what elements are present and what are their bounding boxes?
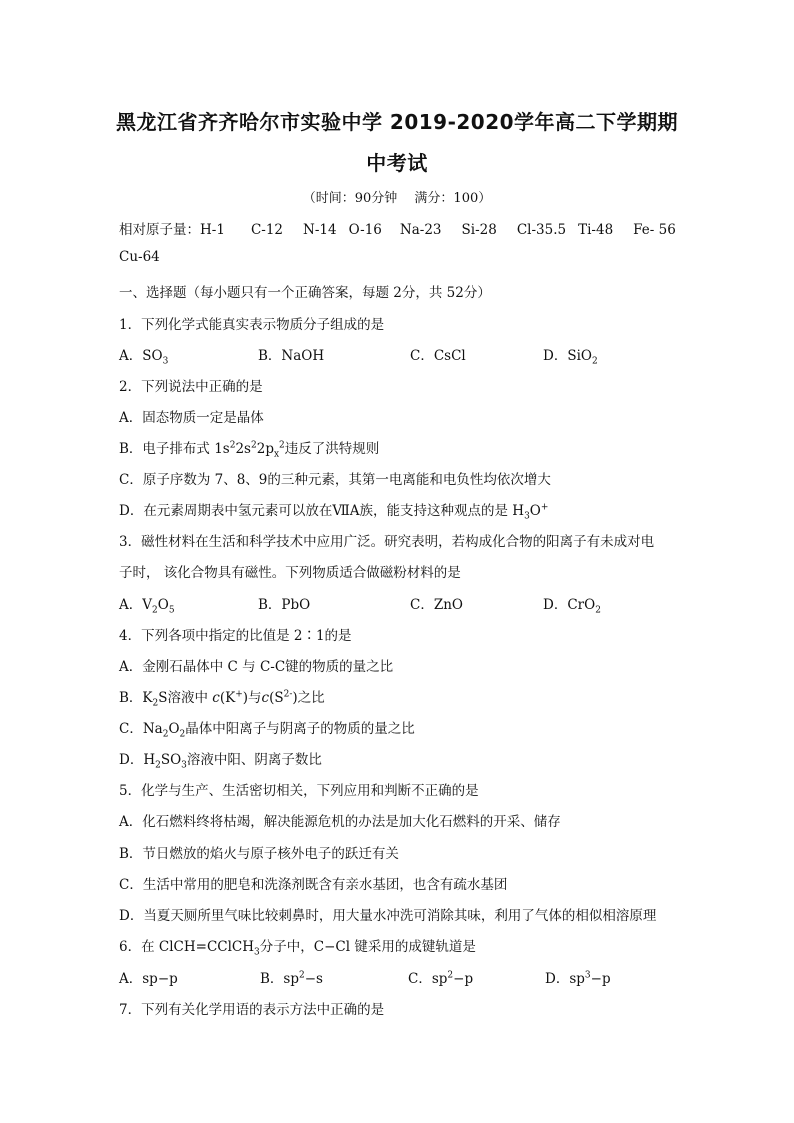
q5-option-c: C．生活中常用的肥皂和洗涤剂既含有亲水基团，也含有疏水基团 — [119, 877, 508, 893]
q3-d-sub: 2 — [595, 605, 601, 616]
q1-a-text: A．SO — [119, 348, 163, 364]
q4-c-text: O — [168, 721, 180, 737]
atomic-mass-item: Si-28 — [461, 222, 497, 238]
q6-option-d — [545, 967, 611, 987]
atomic-mass-line — [119, 218, 676, 238]
q2-b-text: 违反了洪特规则 — [284, 441, 380, 457]
q2-b-text: B．电子排布式 1s — [119, 441, 230, 457]
q3-a-text: A．V — [119, 597, 152, 613]
q6-stem-sub: 3 — [254, 947, 260, 958]
q6-c-text: C．sp — [408, 971, 448, 987]
q6-d-text: −p — [590, 971, 611, 987]
atomic-mass-item: N-14 — [303, 222, 337, 238]
q5-option-b: B．节日燃放的焰火与原子核外电子的跃迁有关 — [119, 846, 399, 862]
q4-b-text: (S — [269, 690, 284, 706]
q4-c-sub: 2 — [179, 729, 186, 740]
q1-option-d — [543, 344, 598, 367]
atomic-mass-item: H-1 — [200, 222, 225, 238]
q4-c-sub: 2 — [162, 729, 169, 740]
q2-b-sup: 2 — [279, 440, 285, 451]
atomic-mass-item: Cl-35.5 — [516, 222, 567, 238]
q1-d-sub: 2 — [591, 356, 598, 367]
q3-option-c: C．ZnO — [410, 597, 463, 613]
q2-d-text: O — [529, 503, 541, 519]
q4-b-text: B．K — [119, 690, 153, 706]
atomic-mass-item: Na-23 — [399, 222, 442, 238]
atomic-mass-label: 相对原子量： — [119, 222, 200, 238]
exam-subtitle: （时间：90分钟 满分：100） — [302, 191, 492, 206]
q2-b-sub: x — [273, 449, 280, 460]
question-2-stem: 2．下列说法中正确的是 — [119, 379, 263, 395]
q2-option-b — [119, 437, 379, 460]
q2-d-sub: 3 — [524, 511, 530, 522]
q4-c-text: C．Na — [119, 721, 163, 737]
q6-b-text: −s — [304, 971, 323, 987]
q6-b-text: B．sp — [260, 971, 299, 987]
q3-a-sub: 2 — [152, 605, 158, 616]
q4-option-a: A．金刚石晶体中 C 与 C-C键的物质的量之比 — [119, 659, 394, 675]
q4-option-d — [119, 748, 322, 771]
atomic-mass-last: Cu-64 — [119, 249, 160, 265]
q4-b-text: S溶液中 — [158, 690, 213, 706]
q5-option-d: D．当夏天厕所里气味比较刺鼻时，用大量水冲洗可消除其味，利用了气体的相似相溶原理 — [119, 908, 657, 924]
atomic-mass-item: Ti-48 — [578, 222, 614, 238]
q4-d-text: D．H — [119, 752, 156, 768]
q2-b-sup: 2 — [229, 440, 236, 451]
q2-option-a: A．固态物质一定是晶体 — [119, 410, 264, 426]
q4-d-text: 溶液中阳、阴离子数比 — [186, 752, 322, 768]
q2-d-sup: + — [540, 502, 549, 513]
q4-b-text: )之比 — [292, 690, 325, 706]
atomic-mass-item: Fe- 56 — [633, 222, 676, 238]
q1-option-a — [119, 344, 168, 367]
q6-stem-text: 分子中，C−Cl 键采用的成键轨道是 — [259, 939, 476, 955]
q4-option-b — [119, 686, 325, 709]
q6-c-sup: 2 — [447, 970, 454, 981]
q3-d-text: D．CrO — [543, 597, 596, 613]
q6-option-b — [260, 967, 323, 987]
q5-option-a: A．化石燃料终将枯竭，解决能源危机的办法是加大化石燃料的开采、储存 — [119, 814, 561, 830]
q4-b-c: c — [212, 690, 220, 706]
question-3-stem-2: 子时， 该化合物具有磁性。下列物质适合做磁粉材料的是 — [119, 565, 461, 581]
question-4-stem: 4．下列各项中指定的比值是 2∶1的是 — [119, 628, 352, 644]
q6-stem-text: 6．在 ClCH=CClCH — [119, 939, 255, 955]
q3-option-a — [119, 593, 175, 616]
q4-b-text: (K — [219, 690, 236, 706]
atomic-mass-item: O-16 — [348, 222, 382, 238]
q1-d-text: D．SiO — [543, 348, 592, 364]
q3-a-sub: 5 — [168, 605, 175, 616]
q4-c-text: 晶体中阳离子与阴离子的物质的量之比 — [185, 721, 415, 737]
atomic-mass-item: C-12 — [250, 222, 284, 238]
q4-d-sub: 3 — [181, 760, 187, 771]
q4-d-sub: 2 — [155, 760, 161, 771]
q2-b-sup: 2 — [251, 440, 257, 451]
q4-d-text: SO — [160, 752, 182, 768]
q4-b-sup: 2- — [283, 689, 293, 700]
q6-option-c — [408, 967, 473, 987]
exam-title-line1: 黑龙江省齐齐哈尔市实验中学 2019-2020学年高二下学期期 — [115, 110, 679, 134]
question-5-stem: 5．化学与生产、生活密切相关，下列应用和判断不正确的是 — [119, 783, 479, 799]
q1-option-c: C．CsCl — [410, 348, 466, 364]
q6-c-text: −p — [453, 971, 474, 987]
q6-d-text: D．sp — [545, 971, 585, 987]
question-7-stem: 7．下列有关化学用语的表示方法中正确的是 — [119, 1002, 385, 1018]
q6-d-sup: 3 — [584, 970, 591, 981]
q2-d-text: D．在元素周期表中氢元素可以放在ⅦA族，能支持这种观点的是 H — [119, 503, 525, 519]
question-6-stem — [119, 935, 476, 958]
q4-b-text: )与 — [242, 690, 262, 706]
q3-option-b: B．PbO — [258, 597, 311, 613]
question-3-stem-1: 3．磁性材料在生活和科学技术中应用广泛。研究表明，若构成化合物的阳离子有未成对电 — [119, 534, 655, 550]
exam-title-line2: 中考试 — [366, 151, 428, 175]
q2-option-c: C．原子序数为 7、8、9的三种元素，其第一电离能和电负性均依次增大 — [119, 472, 551, 488]
q3-a-text: O — [157, 597, 169, 613]
q3-option-d — [543, 593, 601, 616]
q4-b-sup: + — [235, 689, 243, 700]
q6-option-a: A．sp−p — [119, 971, 178, 987]
q2-b-text: 2s — [235, 441, 251, 457]
q4-b-c: c — [261, 690, 270, 706]
q4-option-c — [119, 717, 415, 740]
q4-b-sub: 2 — [152, 698, 159, 709]
q1-option-b: B．NaOH — [258, 348, 325, 364]
q2-option-d — [119, 499, 548, 522]
q2-b-text: 2p — [256, 441, 274, 457]
q6-b-sup: 2 — [299, 970, 305, 981]
q1-a-sub: 3 — [162, 356, 169, 367]
section-heading: 一、选择题（每小题只有一个正确答案，每题 2分，共 52分） — [119, 285, 491, 301]
question-1-stem: 1．下列化学式能真实表示物质分子组成的是 — [119, 317, 385, 333]
